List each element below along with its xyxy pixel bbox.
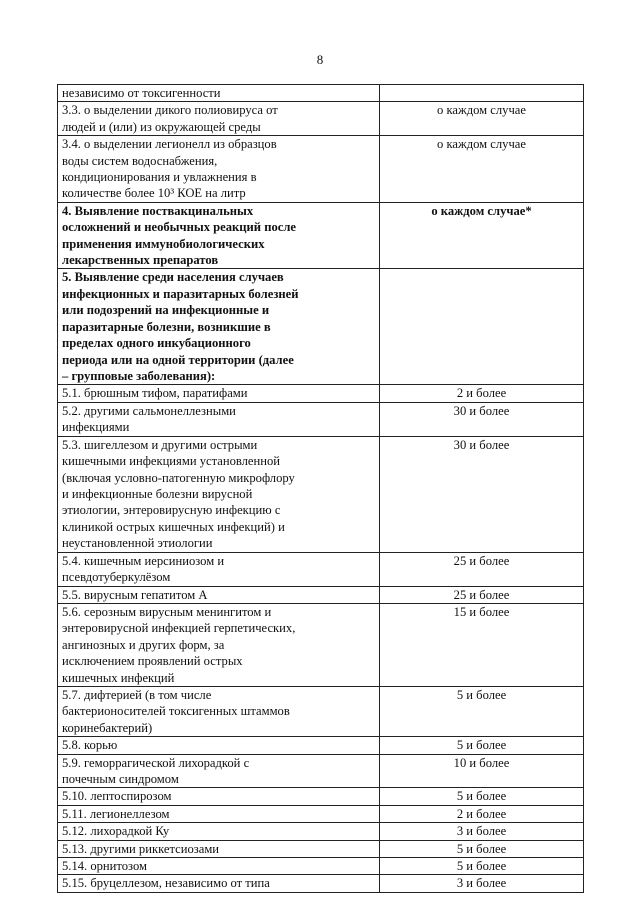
table-row: [58, 102, 584, 136]
row-label: 5.13. другими риккетсиозами: [58, 840, 380, 857]
table-row: [58, 269, 584, 385]
table-row: [58, 737, 584, 754]
row-label: 4. Выявление поствакцинальных осложнений и необычных реакций после применения иммунобиологических лекарственных препаратов: [58, 202, 380, 269]
table-row: [58, 840, 584, 857]
table-row: [58, 552, 584, 586]
row-label: 5.8. корью: [58, 737, 380, 754]
table-row: [58, 858, 584, 875]
table-row: [58, 603, 584, 686]
page-number: 8: [316, 52, 324, 67]
row-value: 5 и более: [380, 686, 584, 736]
table-row: [58, 788, 584, 805]
row-label: 3.3. о выделении дикого полиовируса от людей и (или) из окружающей среды: [58, 102, 380, 136]
row-label: 5.3. шигеллезом и другими острыми кишечными инфекциями установленной (включая условно-патогенную микрофлору и инфекционные болезни вирусной этиологии, энтеровирусную инфекцию с клиникой острых кишечных инфекций) и неустановленной этиологии: [58, 436, 380, 552]
row-label: 5.6. серозным вирусным менингитом и энтеровирусной инфекцией герпетических, ангинозных и других форм, за исключением проявлений острых кишечных инфекций: [58, 603, 380, 686]
row-label: 3.4. о выделении легионелл из образцов воды систем водоснабжения, кондиционирования и увлажнения в количестве более 10³ КОЕ на литр: [58, 136, 380, 203]
table-row: [58, 436, 584, 552]
table-row: [58, 136, 584, 203]
row-value: [380, 269, 584, 385]
row-label: 5.4. кишечным иерсиниозом и псевдотуберкулёзом: [58, 552, 380, 586]
table-row: [58, 805, 584, 822]
row-value: 15 и более: [380, 603, 584, 686]
row-label: 5.11. легионеллезом: [58, 805, 380, 822]
row-value: 30 и более: [380, 402, 584, 436]
table-body: [58, 85, 584, 893]
row-value: 5 и более: [380, 858, 584, 875]
row-label: 5.7. дифтерией (в том числе бактерионосителей токсигенных штаммов коринебактерий): [58, 686, 380, 736]
row-label: 5.10. лептоспирозом: [58, 788, 380, 805]
table-row: [58, 754, 584, 788]
table-row: [58, 385, 584, 402]
row-label: 5.15. бруцеллезом, независимо от типа: [58, 875, 380, 892]
row-label: 5.14. орнитозом: [58, 858, 380, 875]
row-value: 5 и более: [380, 840, 584, 857]
row-label: 5.2. другими сальмонеллезными инфекциями: [58, 402, 380, 436]
row-label: 5.9. геморрагической лихорадкой с почечным синдромом: [58, 754, 380, 788]
row-label: 5. Выявление среди населения случаев инфекционных и паразитарных болезней или подозрений на инфекционные и паразитарные болезни, возникшие в пределах одного инкубационного периода или на одной территории (далее – групповые заболевания):: [58, 269, 380, 385]
row-value: 2 и более: [380, 385, 584, 402]
row-value: 10 и более: [380, 754, 584, 788]
notification-table: [57, 84, 584, 893]
row-label: 5.1. брюшным тифом, паратифами: [58, 385, 380, 402]
row-label: 5.5. вирусным гепатитом А: [58, 586, 380, 603]
row-value: 30 и более: [380, 436, 584, 552]
table-row: [58, 85, 584, 102]
row-value: 5 и более: [380, 788, 584, 805]
table-row: [58, 586, 584, 603]
row-value: 3 и более: [380, 875, 584, 892]
table-row: [58, 686, 584, 736]
row-value: о каждом случае: [380, 102, 584, 136]
row-value: 25 и более: [380, 552, 584, 586]
table-row: [58, 875, 584, 892]
row-value: 2 и более: [380, 805, 584, 822]
table-row: [58, 402, 584, 436]
table-row: [58, 823, 584, 840]
row-value: 5 и более: [380, 737, 584, 754]
row-value: о каждом случае: [380, 136, 584, 203]
table-row: [58, 202, 584, 269]
row-value: о каждом случае*: [380, 202, 584, 269]
row-value: 3 и более: [380, 823, 584, 840]
row-label: 5.12. лихорадкой Ку: [58, 823, 380, 840]
row-value: [380, 85, 584, 102]
row-value: 25 и более: [380, 586, 584, 603]
row-label: независимо от токсигенности: [58, 85, 380, 102]
